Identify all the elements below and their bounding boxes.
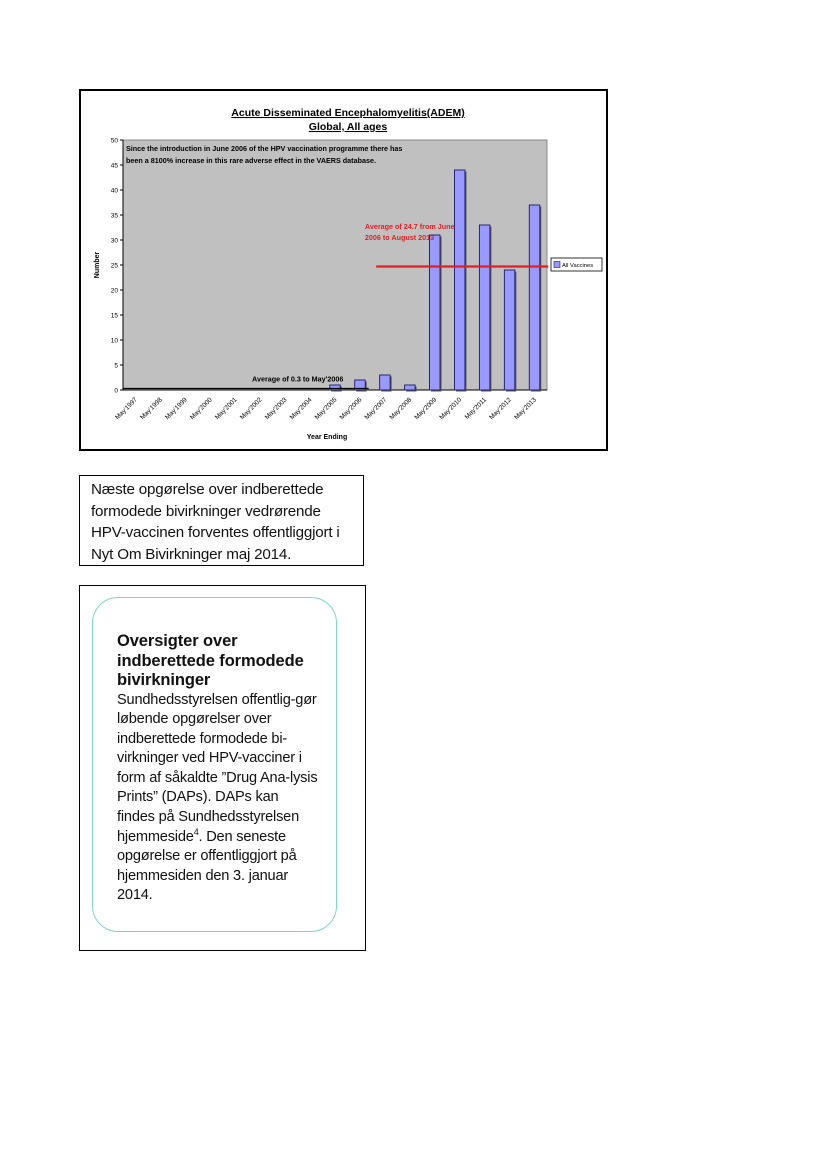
adem-chart-figure (79, 89, 608, 451)
y-tick-label: 45 (110, 162, 118, 170)
bar-2008 (405, 385, 415, 390)
x-tick-label: May'2003 (263, 396, 289, 422)
info-card (92, 597, 337, 932)
y-tick-label: 30 (110, 237, 118, 245)
info-body-text-end: . Den seneste opgørelse er offentliggjort på hjemmesiden den 3. januar 2014. (117, 828, 297, 904)
average-label-post2006: 2006 to August 2013 (364, 233, 435, 242)
y-axis-label: Number (94, 251, 101, 279)
x-tick-label: May'2006 (338, 396, 364, 422)
y-tick-label: 20 (110, 287, 118, 295)
x-tick-label: May'2007 (363, 396, 389, 422)
x-tick-label: May'2013 (513, 396, 538, 422)
y-tick-label: 0 (114, 387, 118, 395)
x-tick-label: May'1998 (139, 396, 164, 422)
legend-swatch (554, 262, 560, 268)
x-tick-label: May'2010 (438, 396, 464, 422)
x-tick-label: May'2011 (463, 396, 489, 421)
legend-label: All Vaccines (562, 263, 594, 270)
y-tick-label: 25 (110, 262, 118, 270)
y-tick-label: 40 (110, 187, 118, 195)
bar-2011 (479, 225, 489, 390)
annotation-text: been a 8100% increase in this rare adverse effect in the VAERS database. (126, 156, 376, 165)
bar-2012 (504, 270, 514, 390)
x-tick-label: May'1997 (114, 396, 139, 422)
footnote-marker: 4 (193, 826, 199, 837)
y-tick-label: 50 (110, 137, 118, 145)
y-tick-label: 5 (114, 362, 118, 370)
y-tick-label: 10 (110, 337, 118, 345)
annotation-text: Since the introduction in June 2006 of the HPV vaccination programme there has (126, 144, 403, 153)
chart-subtitle: Global, All ages (308, 121, 388, 133)
adem-bar-chart (81, 91, 608, 451)
x-tick-label: May'2000 (188, 396, 214, 422)
bar-2010 (454, 170, 464, 390)
chart-title: Acute Disseminated Encephalomyelitis(ADEM) (231, 107, 465, 119)
y-tick-label: 35 (110, 212, 118, 220)
info-body (117, 691, 318, 907)
bar-2009 (430, 235, 440, 390)
y-tick-label: 15 (110, 312, 118, 320)
average-label-post2006: Average of 24.7 from June (364, 222, 455, 231)
next-report-note (79, 475, 364, 566)
x-tick-label: May'2009 (413, 396, 439, 422)
x-tick-label: May'2001 (213, 396, 239, 422)
x-tick-label: May'2002 (238, 396, 264, 422)
average-label-pre2006: Average of 0.3 to May'2006 (252, 374, 344, 384)
x-axis-label: Year Ending (306, 434, 348, 441)
info-heading: Oversigter over indberettede formodede bivirkninger (117, 632, 304, 689)
bar-2007 (380, 375, 390, 390)
next-report-note-text: Næste opgørelse over indberettede formodede bivirkninger vedrørende HPV-vaccinen forventes offentliggjort i Nyt Om Bivirkninger maj 2014. (91, 481, 340, 563)
x-tick-label: May'2012 (488, 396, 514, 422)
x-tick-label: May'2008 (388, 396, 414, 422)
bar-2005 (330, 385, 340, 390)
info-box (79, 585, 366, 951)
x-tick-label: May'2004 (288, 396, 314, 422)
x-tick-label: May'2005 (313, 396, 339, 422)
info-body-text: Sundhedsstyrelsen offentlig-gør løbende opgørelser over indberettede formodede bi-virkninger ved HPV-vacciner i form af såkaldte ”Drug Ana-lysis Prints” (DAPs). DAPs kan findes på Sundhedsstyrelsen hjemmeside (117, 691, 318, 845)
bar-2013 (529, 205, 539, 390)
x-tick-label: May'1999 (164, 396, 189, 422)
